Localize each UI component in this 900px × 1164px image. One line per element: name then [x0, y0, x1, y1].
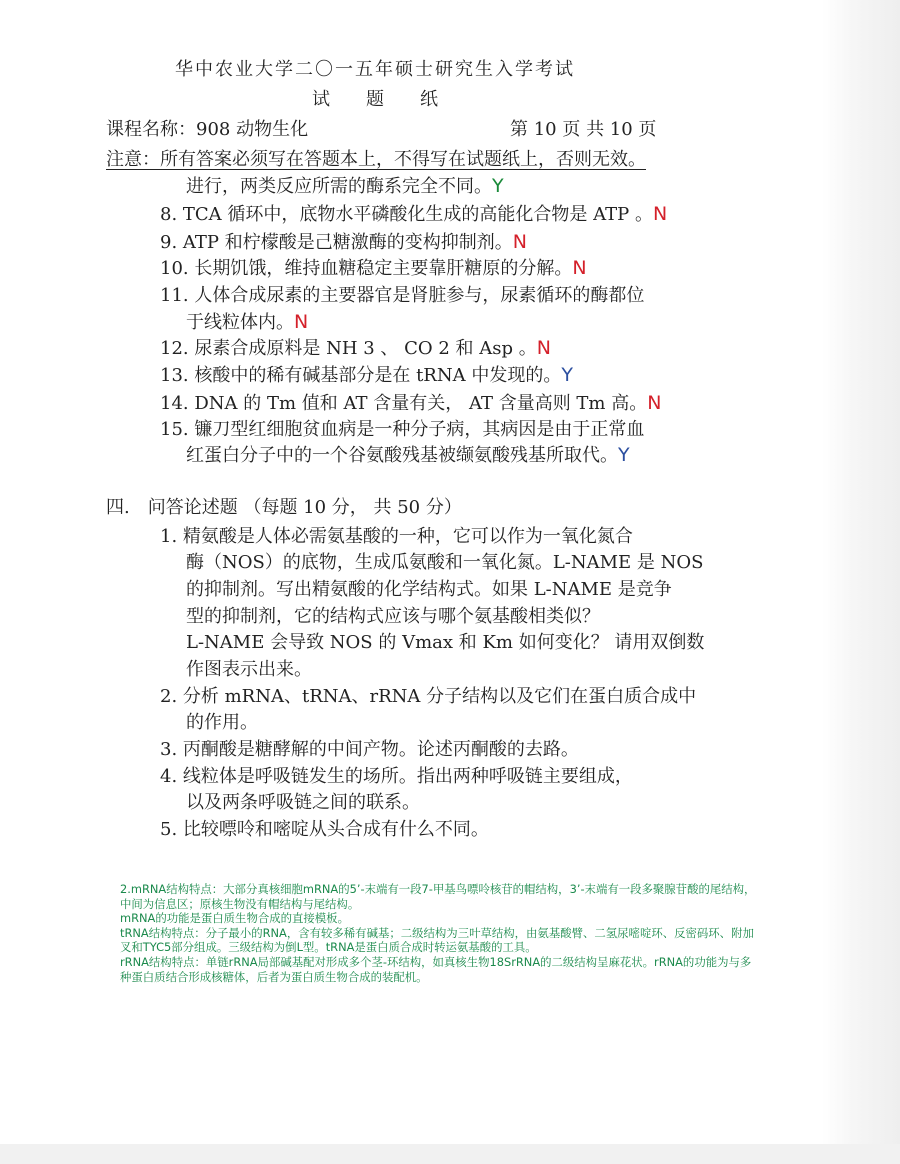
section-title: 四. 问答论述题 （每题 10 分， 共 50 分）: [106, 497, 462, 518]
item-text: 15. 镰刀型红细胞贫血病是一种分子病，其病因是由于正常血: [160, 419, 645, 440]
judgement-item: [160, 391, 661, 416]
judgement-item: [186, 174, 504, 199]
note-mrna-function: mRNA的功能是蛋白质生物合成的直接模板。: [120, 911, 349, 926]
question-line: 以及两条呼吸链之间的联系。: [186, 792, 420, 813]
answer-mark: N: [647, 392, 662, 414]
question-line: 5. 比较嘌呤和嘧啶从头合成有什么不同。: [160, 819, 489, 840]
question-line: 作图表示出来。: [186, 659, 312, 680]
question-line: 4. 线粒体是呼吸链发生的场所。指出两种呼吸链主要组成，: [160, 766, 633, 787]
judgement-item: [160, 256, 587, 281]
answer-mark: Y: [561, 364, 573, 386]
item-text: 进行，两类反应所需的酶系完全不同。: [186, 176, 492, 197]
question-line: 型的抑制剂，它的结构式应该与哪个氨基酸相类似？: [186, 606, 600, 627]
judgement-item: [186, 310, 308, 335]
answer-notes: [120, 882, 760, 984]
question-line: 1. 精氨酸是人体必需氨基酸的一种，它可以作为一氧化氮合: [160, 526, 633, 547]
note-rrna: rRNA结构特点：单链rRNA局部碱基配对形成多个茎-环结构，如真核生物18SrRNA的二级结构呈麻花状。rRNA的功能为与多种蛋白质结合形成核糖体，后者为蛋白质生物合成的装配机。: [120, 954, 752, 984]
page-number: 第 10 页 共 10 页: [510, 119, 657, 140]
item-text: 10. 长期饥饿，维持血糖稳定主要靠肝糖原的分解。: [160, 258, 573, 279]
judgement-item: [186, 443, 630, 468]
judgement-item: [160, 336, 551, 361]
answer-mark: Y: [618, 444, 630, 466]
item-text: 11. 人体合成尿素的主要器官是肾脏参与，尿素循环的酶都位: [160, 285, 645, 306]
item-text: 12. 尿素合成原料是 NH 3 、 CO 2 和 Asp 。: [160, 338, 537, 359]
item-text: 8. TCA 循环中，底物水平磷酸化生成的高能化合物是 ATP 。: [160, 204, 653, 225]
answer-mark: N: [572, 257, 587, 279]
item-text: 红蛋白分子中的一个谷氨酸残基被缬氨酸残基所取代。: [186, 445, 618, 466]
judgement-item: [160, 363, 573, 388]
question-line: 的作用。: [186, 712, 258, 733]
judgement-item: [160, 202, 667, 227]
notice: 注意：所有答案必须写在答题本上，不得写在试题纸上，否则无效。: [106, 149, 646, 170]
answer-mark: Y: [492, 175, 504, 197]
answer-mark: N: [652, 203, 668, 225]
judgement-item: [160, 418, 644, 442]
scan-bottom: [0, 1144, 900, 1164]
answer-mark: N: [294, 311, 309, 333]
question-line: L-NAME 会导致 NOS 的 Vmax 和 Km 如何变化？ 请用双倒数: [186, 632, 705, 653]
judgement-item: [160, 284, 644, 308]
answer-mark: N: [512, 231, 527, 253]
item-text: 于线粒体内。: [186, 312, 294, 333]
question-line: 酶（NOS）的底物，生成瓜氨酸和一氧化氮。L-NAME 是 NOS: [186, 552, 704, 573]
exam-title: 华中农业大学二〇一五年硕士研究生入学考试: [175, 59, 575, 80]
note-trna: tRNA结构特点：分子最小的RNA，含有较多稀有碱基；二级结构为三叶草结构，由氨基酸臂、二氢尿嘧啶环、反密码环、附加叉和TYC5部分组成。三级结构为倒L型。tRNA是蛋白质合成时转运氨基酸的工具。: [120, 925, 754, 955]
scan-edge: [822, 0, 900, 1164]
item-text: 14. DNA 的 Tm 值和 AT 含量有关， AT 含量高则 Tm 高。: [160, 393, 648, 414]
item-text: 13. 核酸中的稀有碱基部分是在 tRNA 中发现的。: [160, 365, 562, 386]
course-name: 课程名称：908 动物生化: [106, 119, 309, 140]
question-line: 的抑制剂。写出精氨酸的化学结构式。如果 L-NAME 是竞争: [186, 579, 672, 600]
answer-mark: N: [536, 337, 551, 359]
judgement-item: [160, 230, 527, 255]
exam-subtitle: 试 题 纸: [312, 89, 438, 110]
note-mrna-structure: 2.mRNA结构特点：大部分真核细胞mRNA的5’-末端有一段7-甲基鸟嘌呤核苷的帽结构，3’-末端有一段多聚腺苷酸的尾结构，中间为信息区；原核生物没有帽结构与尾结构。: [120, 882, 756, 911]
question-line: 2. 分析 mRNA、tRNA、rRNA 分子结构以及它们在蛋白质合成中: [160, 686, 697, 707]
question-line: 3. 丙酮酸是糖酵解的中间产物。论述丙酮酸的去路。: [160, 739, 579, 760]
item-text: 9. ATP 和柠檬酸是己糖激酶的变构抑制剂。: [160, 232, 513, 253]
